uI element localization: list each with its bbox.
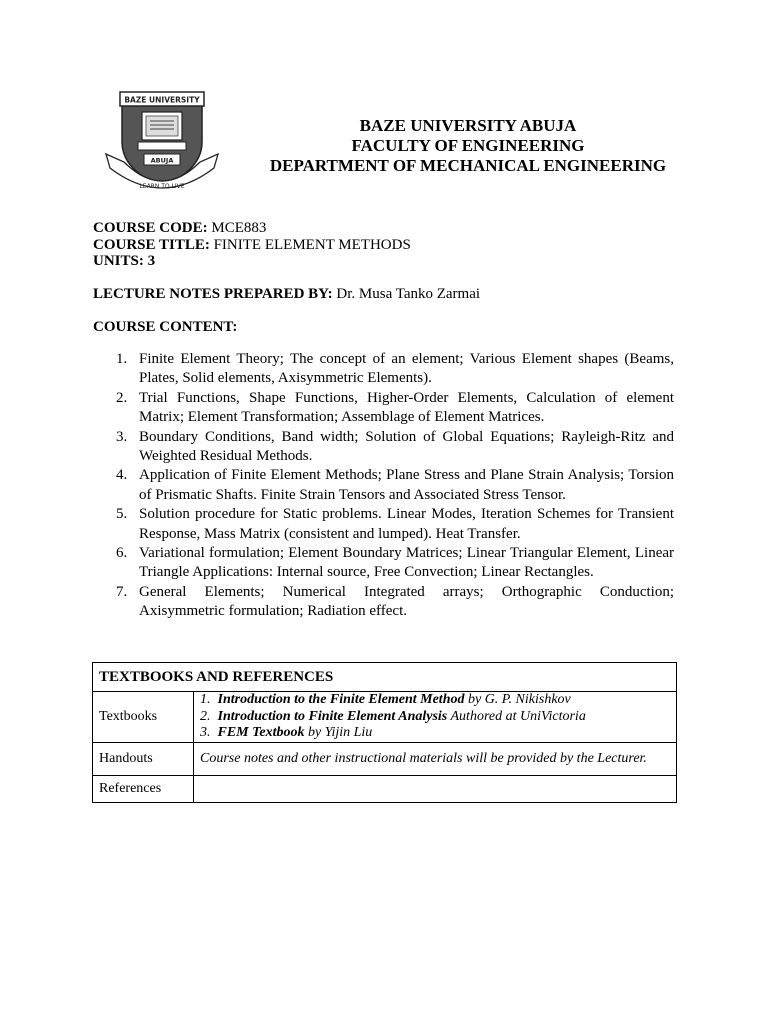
table-row bbox=[93, 692, 677, 743]
lecture-notes-line bbox=[93, 286, 480, 303]
faculty-name: FACULTY OF ENGINEERING bbox=[351, 136, 585, 155]
course-code: MCE883 bbox=[211, 220, 267, 236]
course-content-heading: COURSE CONTENT: bbox=[93, 319, 238, 335]
list-item: 1. Finite Element Theory; The concept of an element; Various Element shapes (Beams, Plates, Solid elements, Axisymmetric Elements). bbox=[116, 351, 674, 387]
textbook-item: 1. Introduction to the Finite Element Method by G. P. Nikishkov bbox=[200, 692, 571, 708]
university-crest-logo bbox=[104, 88, 220, 200]
table-header-row bbox=[93, 663, 677, 692]
course-units-line bbox=[93, 253, 411, 270]
course-units: UNITS: 3 bbox=[93, 253, 156, 269]
list-item: 5. Solution procedure for Static problems. Linear Modes, Iteration Schemes for Transient Response, Mass Matrix (consistent and lumped). Heat Transfer. bbox=[116, 506, 674, 542]
university-name: BAZE UNIVERSITY ABUJA bbox=[359, 116, 577, 135]
table-heading: TEXTBOOKS AND REFERENCES bbox=[93, 663, 677, 692]
course-code-line bbox=[93, 220, 411, 237]
textbooks-list bbox=[200, 692, 670, 742]
list-item: 4. Application of Finite Element Methods; Plane Stress and Plane Strain Analysis; Torsion of Prismatic Shafts. Finite Strain Tensors and Associated Stress Tensor. bbox=[116, 467, 674, 503]
table-row bbox=[93, 776, 677, 803]
course-code-label: COURSE CODE: bbox=[93, 220, 208, 236]
department-name: DEPARTMENT OF MECHANICAL ENGINEERING bbox=[269, 156, 667, 175]
svg-text:BAZE UNIVERSITY: BAZE UNIVERSITY bbox=[124, 95, 200, 105]
handouts-text: Course notes and other instructional materials will be provided by the Lecturer. bbox=[194, 743, 677, 776]
references-text bbox=[194, 776, 677, 803]
lecturer-name: Dr. Musa Tanko Zarmai bbox=[336, 286, 481, 302]
textbook-item: 3. FEM Textbook by Yijin Liu bbox=[200, 725, 373, 741]
list-item: 3. Boundary Conditions, Band width; Solution of Global Equations; Rayleigh-Ritz and Weighted Residual Methods. bbox=[116, 428, 674, 465]
document-header bbox=[250, 116, 686, 176]
list-item: 2. Trial Functions, Shape Functions, Higher-Order Elements, Calculation of element Matrix; Element Transformation; Assemblage of Element Matrices. bbox=[116, 389, 674, 426]
course-title: FINITE ELEMENT METHODS bbox=[213, 236, 411, 253]
table-row bbox=[93, 743, 677, 776]
textbooks-label: Textbooks bbox=[93, 692, 194, 743]
course-content-list bbox=[116, 350, 674, 622]
course-meta bbox=[93, 220, 411, 270]
course-title-label: COURSE TITLE: bbox=[93, 236, 210, 253]
handouts-label: Handouts bbox=[93, 743, 194, 776]
references-label: References bbox=[93, 776, 194, 803]
lecture-notes-label: LECTURE NOTES PREPARED BY: bbox=[93, 286, 333, 302]
list-item: 6. Variational formulation; Element Boundary Matrices; Linear Triangular Element, Linear Triangle Applications: Internal source, Free Convection; Linear Rectangles. bbox=[116, 545, 674, 581]
course-title-line bbox=[93, 237, 411, 254]
svg-text:ABUJA: ABUJA bbox=[150, 156, 174, 165]
svg-text:LEARN TO LIVE: LEARN TO LIVE bbox=[139, 183, 185, 190]
textbooks-references-table bbox=[92, 662, 677, 803]
textbook-item: 2. Introduction to Finite Element Analysis Authored at UniVictoria bbox=[200, 708, 586, 724]
list-item: 7. General Elements; Numerical Integrated arrays; Orthographic Conduction; Axisymmetric formulation; Radiation effect. bbox=[116, 583, 674, 620]
textbooks-cell bbox=[194, 692, 677, 743]
